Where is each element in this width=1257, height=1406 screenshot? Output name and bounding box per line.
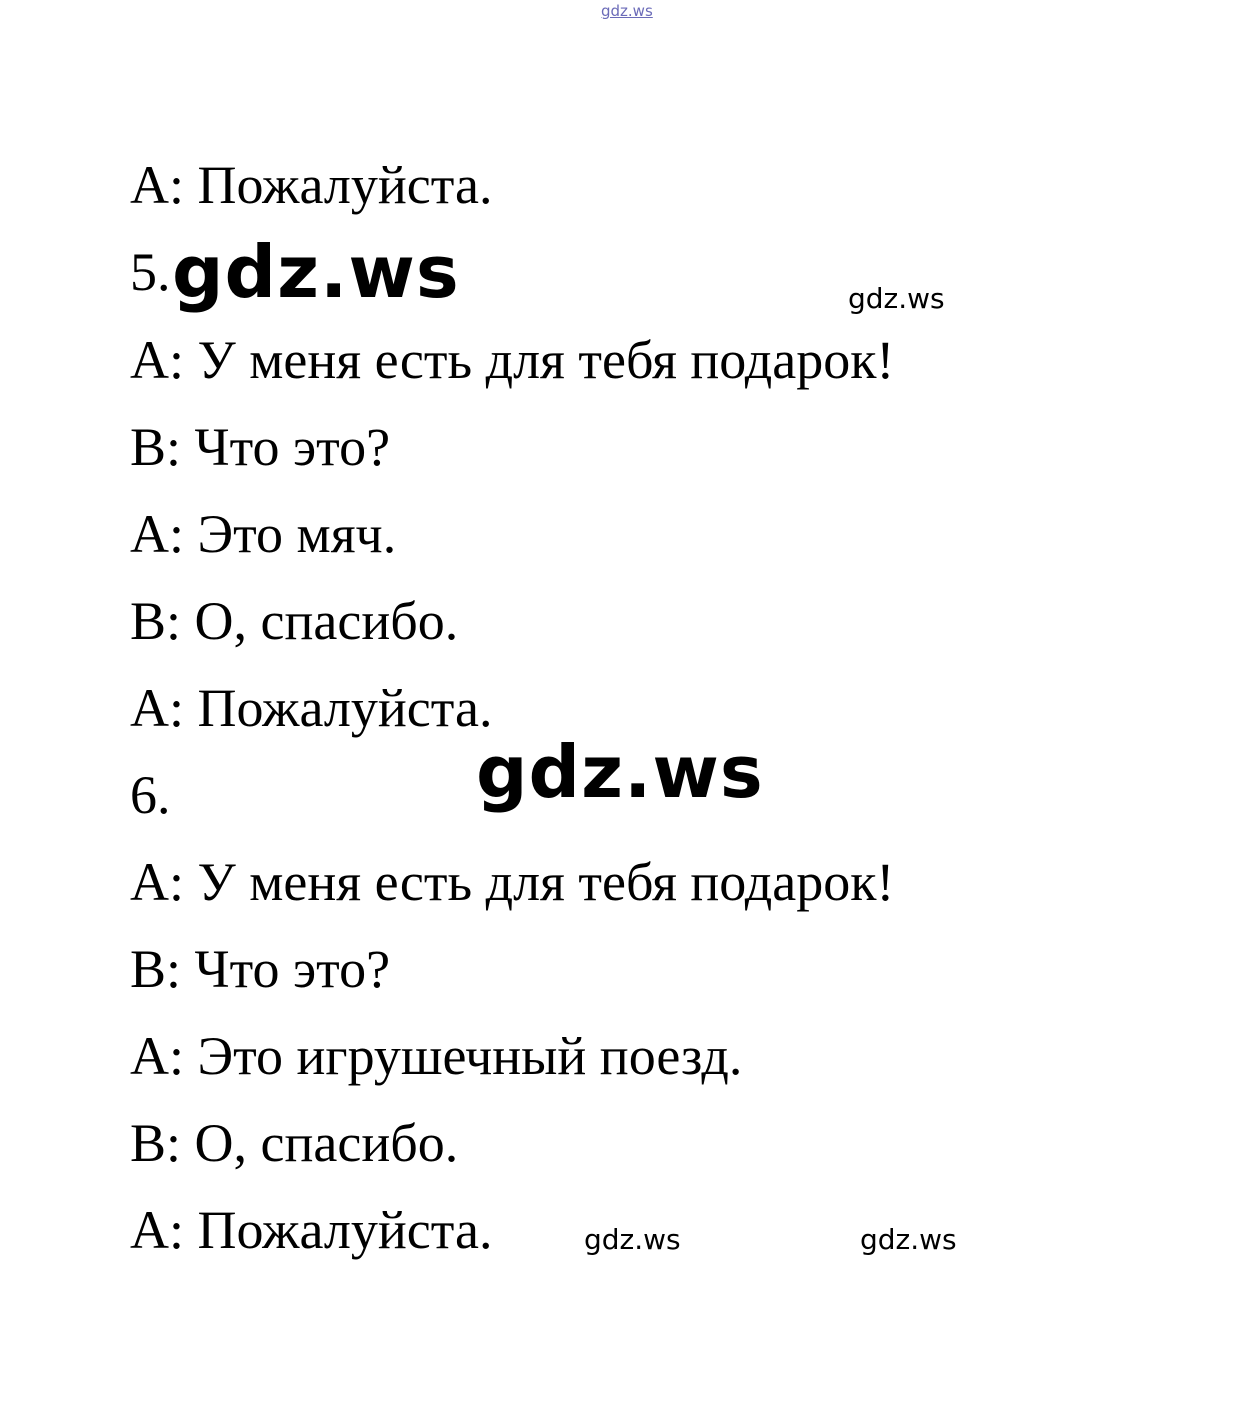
dialogue-line: В: О, спасибо. <box>130 591 459 651</box>
watermark-large: gdz.ws <box>172 230 460 314</box>
dialogue-line: А: Это мяч. <box>130 504 397 564</box>
dialogue-line: В: О, спасибо. <box>130 1113 459 1173</box>
dialogue-line: А: Это игрушечный поезд. <box>130 1026 743 1086</box>
watermark-small: gdz.ws <box>848 282 945 315</box>
exercise-number-5: 5. <box>130 242 171 302</box>
dialogue-line: А: У меня есть для тебя подарок! <box>130 852 895 912</box>
dialogue-line: А: Пожалуйста. <box>130 1200 493 1260</box>
dialogue-line: В: Что это? <box>130 939 391 999</box>
dialogue-line: А: Пожалуйста. <box>130 678 493 738</box>
watermark-small: gdz.ws <box>860 1223 957 1256</box>
dialogue-line: А: Пожалуйста. <box>130 155 493 215</box>
watermark-large: gdz.ws <box>476 730 764 814</box>
exercise-number-6: 6. <box>130 765 171 825</box>
watermark-link-top[interactable]: gdz.ws <box>601 2 653 20</box>
watermark-small: gdz.ws <box>584 1223 681 1256</box>
dialogue-line: А: У меня есть для тебя подарок! <box>130 330 895 390</box>
dialogue-line: В: Что это? <box>130 417 391 477</box>
